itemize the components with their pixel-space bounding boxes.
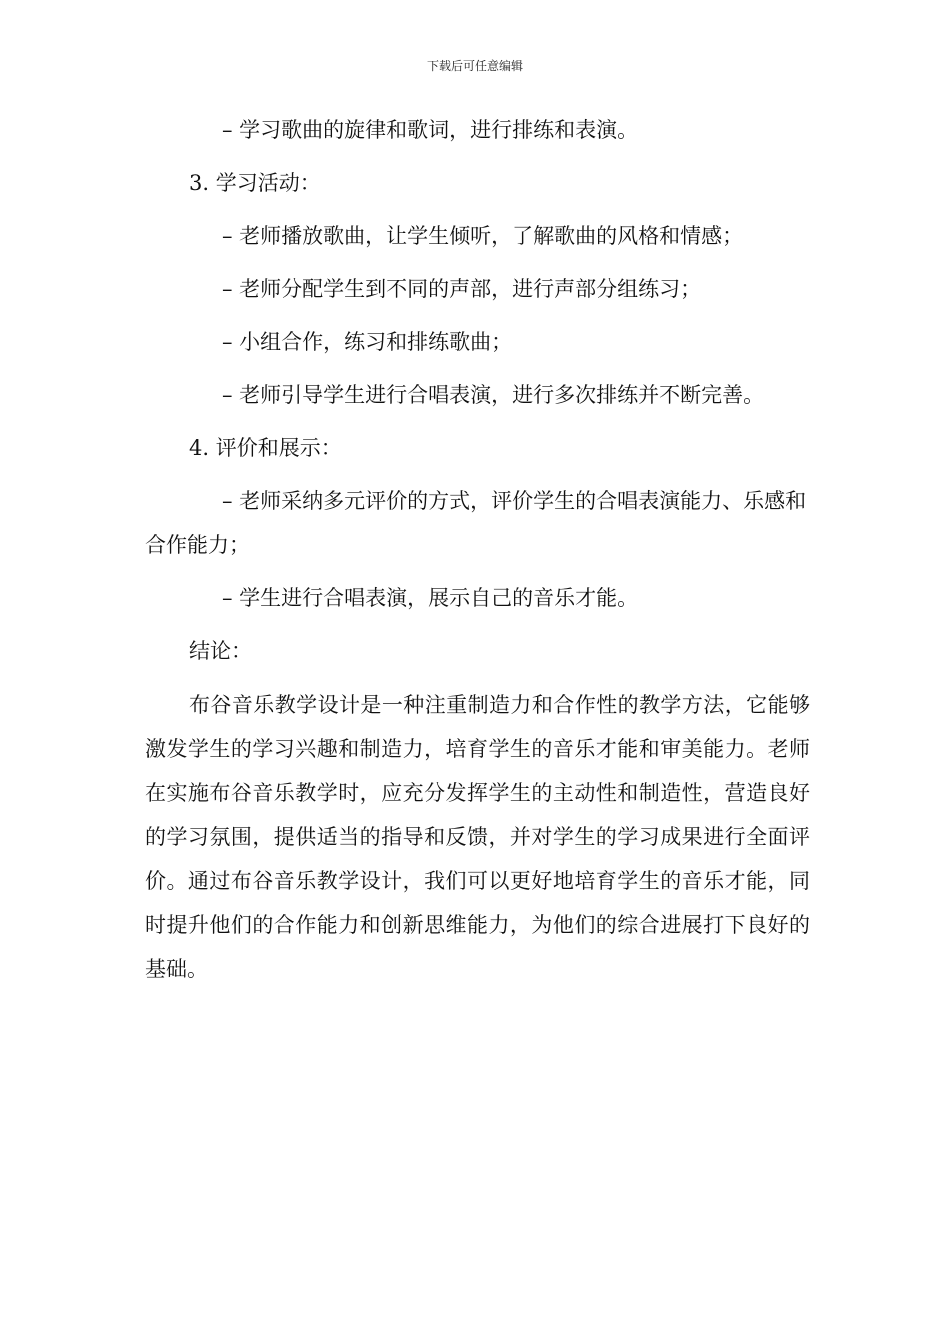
section-3-item: – 老师播放歌曲，让学生倾听，了解歌曲的风格和情感； [222, 224, 744, 248]
section-3-item: – 老师分配学生到不同的声部，进行声部分组练习； [222, 277, 702, 301]
document-body [145, 104, 810, 991]
section-3-title: 3. 学习活动： [189, 171, 321, 195]
bullet-line: – 学习歌曲的旋律和歌词，进行排练和表演。 [222, 118, 639, 142]
conclusion-title: 结论： [189, 639, 252, 663]
section-4-title: 4. 评价和展示： [189, 436, 342, 460]
section-3-item: – 小组合作，练习和排练歌曲； [222, 330, 513, 354]
conclusion-paragraph: 布谷音乐教学设计是一种注重制造力和合作性的教学方法，它能够激发学生的学习兴趣和制造力，培育学生的音乐才能和审美能力。老师在实施布谷音乐教学时，应充分发挥学生的主动性和制造性，营造良好的学习氛围，提供适当的指导和反馈，并对学生的学习成果进行全面评价。通过布谷音乐教学设计，我们可以更好地培育学生的音乐才能，同时提升他们的合作能力和创新思维能力，为他们的综合进展打下良好的基础。 [145, 693, 810, 981]
section-4-item: – 学生进行合唱表演，展示自己的音乐才能。 [222, 586, 639, 610]
section-4-item: – 老师采纳多元评价的方式，评价学生的合唱表演能力、乐感和合作能力； [145, 489, 807, 557]
page-header-note: 下载后可任意编辑 [426, 59, 523, 73]
section-3-item: – 老师引导学生进行合唱表演，进行多次排练并不断完善。 [222, 383, 765, 407]
